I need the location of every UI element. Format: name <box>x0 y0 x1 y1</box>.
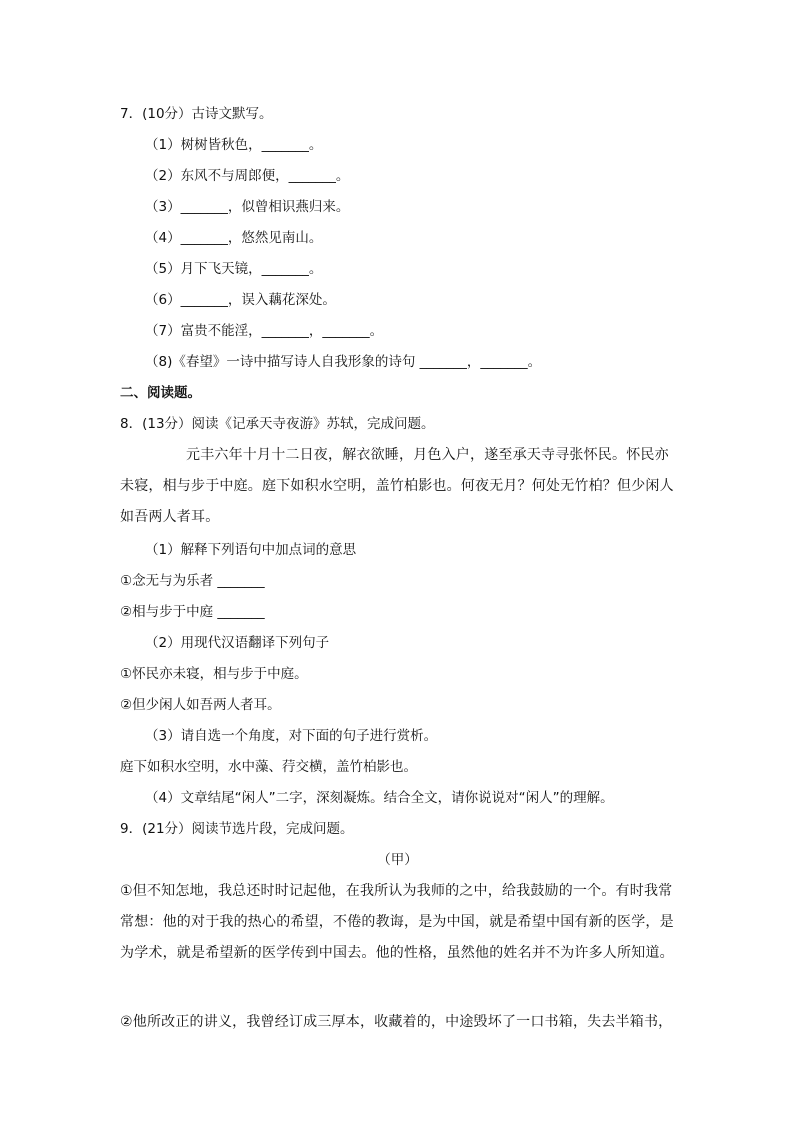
q7-item-4: （4）_______，悠然见南山。 <box>145 230 323 246</box>
q9-part-label: （甲） <box>377 852 418 868</box>
q8-sub1: （1）解释下列语句中加点词的意思 <box>145 542 357 558</box>
q7-item-1: （1）树树皆秋色，_______。 <box>145 137 323 153</box>
q9-para-2: ②他所改正的讲义，我曾经订成三厚本，收藏着的，中途毁坏了一口书箱，失去半箱书， <box>120 1014 673 1030</box>
q8-sub2: （2）用现代汉语翻译下列句子 <box>145 635 330 651</box>
q8-sub1-b: ②相与步于中庭 _______ <box>120 604 265 620</box>
q8-sub1-a: ①念无与为乐者 _______ <box>120 573 265 589</box>
q8-header: 8．(13分）阅读《记承天寺夜游》苏轼，完成问题。 <box>120 416 435 432</box>
q8-sub4: （4）文章结尾“闲人”二字，深刻凝炼。结合全文，请你说说对“闲人”的理解。 <box>145 790 614 806</box>
q7-header: 7．(10分）古诗文默写。 <box>120 106 273 122</box>
q7-item-6: （6）_______，误入藕花深处。 <box>145 292 336 308</box>
q7-item-8: （8)《春望》一诗中描写诗人自我形象的诗句 _______，_______。 <box>145 354 542 370</box>
q8-sub3: （3）请自选一个角度，对下面的句子进行赏析。 <box>145 728 438 744</box>
section-2-title: 二、阅读题。 <box>120 385 201 401</box>
q8-sub2-a: ①怀民亦未寝，相与步于中庭。 <box>120 666 308 682</box>
q8-passage: 元丰六年十月十二日夜，解衣欲睡，月色入户，遂至承天寺寻张怀民。怀民亦未寝，相与步于中庭。庭下如积水空明，盖竹柏影也。何夜无月？何处无竹柏？但少闲人如吾两人者耳。 <box>120 447 674 525</box>
q8-sub3-text: 庭下如积水空明，水中藻、荇交横，盖竹柏影也。 <box>120 759 417 775</box>
q7-item-5: （5）月下飞天镜，_______。 <box>145 261 323 277</box>
q7-item-2: （2）东风不与周郎便，_______。 <box>145 168 350 184</box>
q8-sub2-b: ②但少闲人如吾两人者耳。 <box>120 697 281 713</box>
q9-header: 9．(21分）阅读节选片段，完成问题。 <box>120 821 354 837</box>
q7-item-7: （7）富贵不能淫，_______，_______。 <box>145 323 384 339</box>
q9-para-1: ①但不知怎地，我总还时时记起他，在我所认为我师的之中，给我鼓励的一个。有时我常常想：他的对于我的热心的希望，不倦的教诲，是为中国，就是希望中国有新的医学，是为学术，就是希望新的医学传到中国去。他的性格，虽然他的姓名并不为许多人所知道。 <box>120 883 674 961</box>
q7-item-3: （3）_______，似曾相识燕归来。 <box>145 199 350 215</box>
